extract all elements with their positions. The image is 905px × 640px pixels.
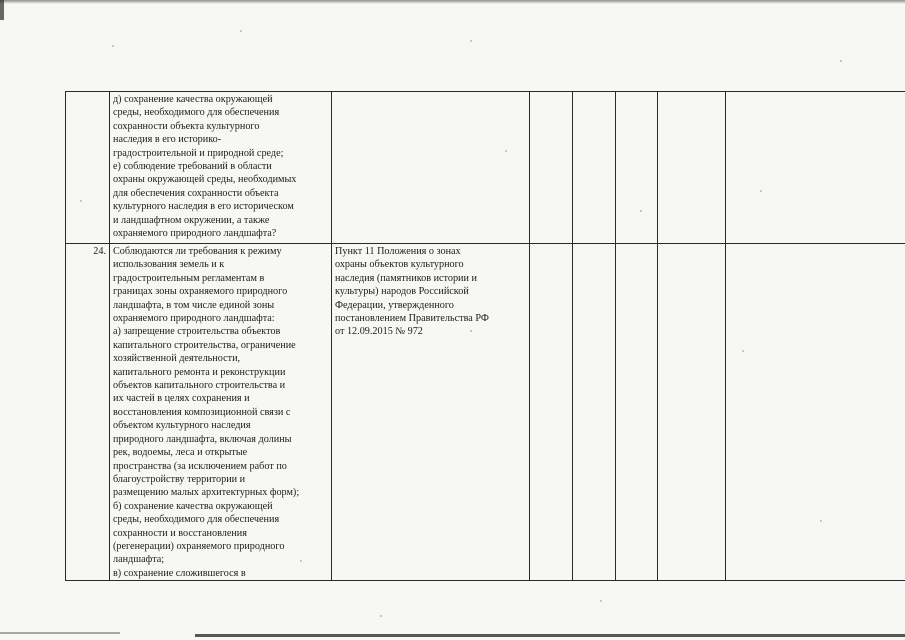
checklist-table bbox=[65, 91, 905, 581]
answer-cell-extra[interactable] bbox=[658, 92, 726, 244]
row-number: 24. bbox=[66, 244, 110, 581]
answer-cell-na[interactable] bbox=[616, 92, 658, 244]
reference-cell bbox=[332, 92, 530, 244]
reference-cell: Пункт 11 Положения о зонах охраны объектов культурного наследия (памятников истории и культуры) народов Российской Федерации, утвержденного постановлением Правительства РФ от 12.09.2015 № 972 bbox=[332, 244, 530, 581]
answer-cell-extra[interactable] bbox=[658, 244, 726, 581]
answer-cell-na[interactable] bbox=[616, 244, 658, 581]
scan-top-edge bbox=[0, 0, 905, 4]
requirement-cell: д) сохранение качества окружающей среды, необходимого для обеспечения сохранности объекта культурного наследия в его историко- градостроительной и природной среде; е) соблюдение требований в области охраны окружающей среды, необходимых для обеспечения сохранности объекта культурного наследия в его историческом и ландшафтном окружении, а также охраняемого природного ландшафта? bbox=[110, 92, 332, 244]
answer-cell-no[interactable] bbox=[573, 244, 616, 581]
scan-bottom-left-mark bbox=[0, 632, 120, 634]
scan-bottom-edge bbox=[195, 634, 905, 637]
table-row bbox=[66, 92, 905, 244]
answer-cell-yes[interactable] bbox=[530, 244, 573, 581]
scan-left-mark bbox=[0, 0, 4, 20]
answer-cell-yes[interactable] bbox=[530, 92, 573, 244]
answer-cell-no[interactable] bbox=[573, 92, 616, 244]
table-row bbox=[66, 244, 905, 581]
notes-cell[interactable] bbox=[726, 92, 905, 244]
notes-cell[interactable] bbox=[726, 244, 905, 581]
requirement-cell: Соблюдаются ли требования к режиму использования земель и к градостроительным регламентам в границах зоны охраняемого природного ландшафта, в том числе единой зоны охраняемого природного ландшафта: а) запрещение строительства объектов капитального строительства, ограничение хозяйственной деятельности, капитального ремонта и реконструкции объектов капитального строительства и их частей в целях сохранения и восстановления композиционной связи с объектом культурного наследия природного ландшафта, включая долины рек, водоемы, леса и открытые пространства (за исключением работ по благоустройству территории и размещению малых архитектурных форм); б) сохранение качества окружающей среды, необходимого для обеспечения сохранности и восстановления (регенерации) охраняемого природного ландшафта; в) сохранение сложившегося в bbox=[110, 244, 332, 581]
row-number bbox=[66, 92, 110, 244]
